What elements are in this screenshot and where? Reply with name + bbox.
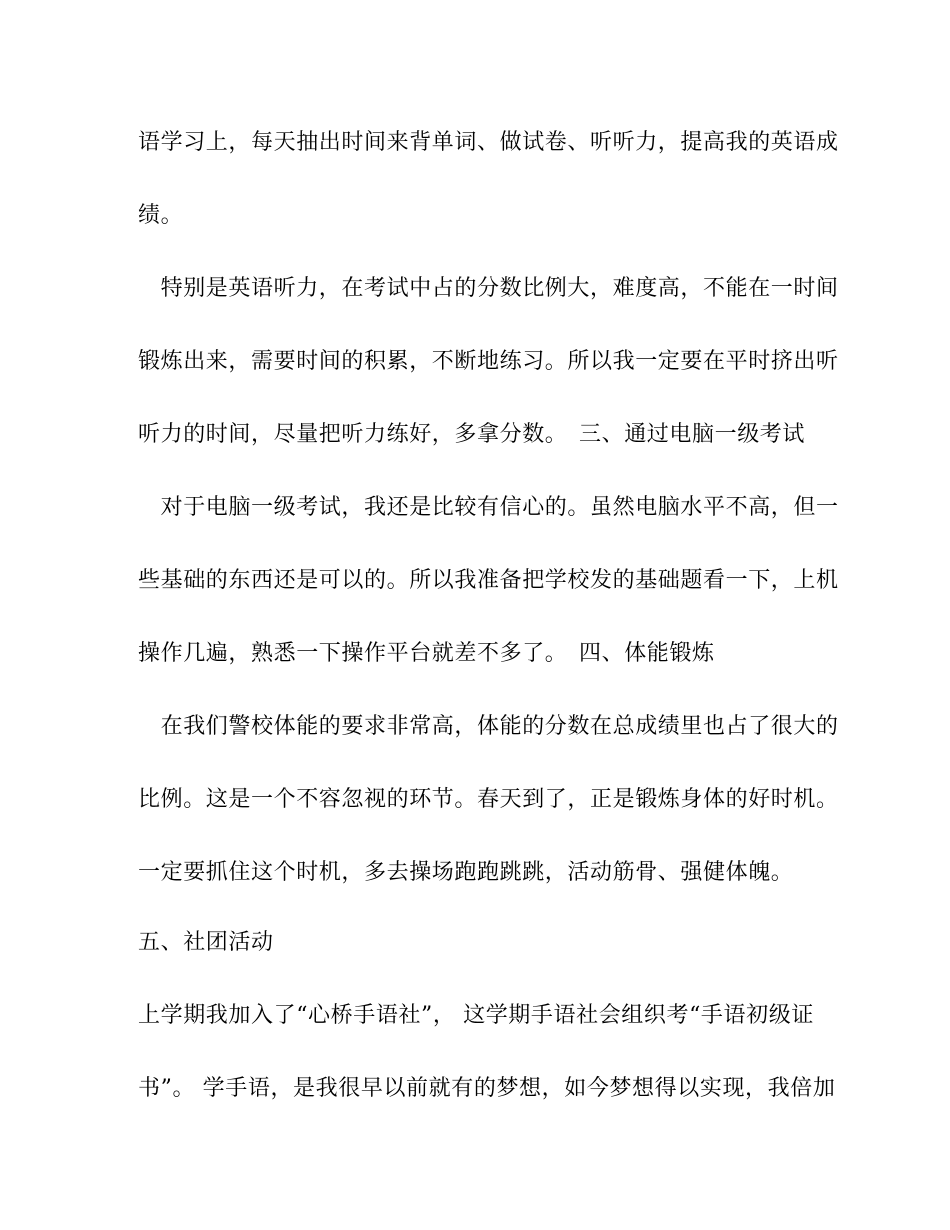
text-line: 操作几遍，熟悉一下操作平台就差不多了。 四、体能锻炼	[138, 641, 715, 666]
text-line: 绩。	[138, 203, 184, 228]
text-line: 比例。这是一个不容忽视的环节。春天到了，正是锻炼身体的好时机。	[138, 787, 839, 812]
text-line: 些基础的东西还是可以的。所以我准备把学校发的基础题看一下，上机	[138, 568, 839, 593]
text-line: 特别是英语听力，在考试中占的分数比例大，难度高，不能在一时间	[138, 276, 839, 301]
text-line: 语学习上，每天抽出时间来背单词、做试卷、听听力，提高我的英语成	[138, 130, 839, 155]
text-line: 对于电脑一级考试，我还是比较有信心的。虽然电脑水平不高，但一	[138, 495, 839, 520]
text-line: 听力的时间，尽量把听力练好，多拿分数。 三、通过电脑一级考试	[138, 422, 806, 447]
text-line: 一定要抓住这个时机，多去操场跑跑跳跳，活动筋骨、强健体魄。	[138, 860, 794, 885]
text-line: 上学期我加入了“心桥手语社”， 这学期手语社会组织考“手语初级证	[138, 1003, 814, 1028]
text-line: 书”。 学手语，是我很早以前就有的梦想，如今梦想得以实现，我倍加	[138, 1076, 836, 1101]
text-line: 锻炼出来，需要时间的积累，不断地练习。所以我一定要在平时挤出听	[138, 349, 839, 374]
text-line: 在我们警校体能的要求非常高，体能的分数在总成绩里也占了很大的	[138, 714, 839, 739]
section-heading: 五、社团活动	[138, 930, 274, 955]
